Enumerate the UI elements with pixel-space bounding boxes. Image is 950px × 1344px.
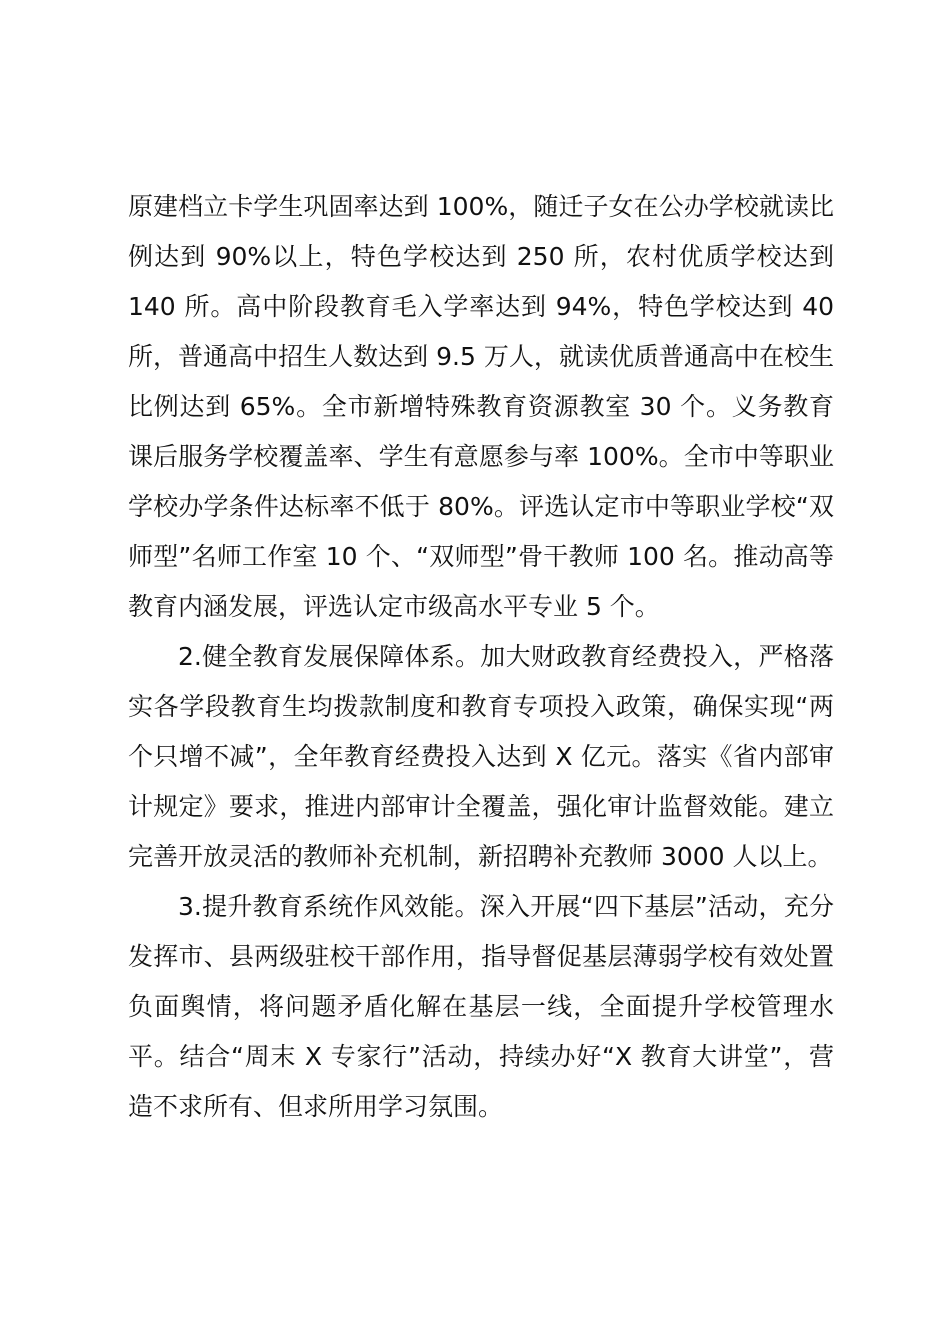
paragraph-continued-targets: 原建档立卡学生巩固率达到 100%，随迁子女在公办学校就读比例达到 90%以上，特色学校达到 250 所，农村优质学校达到 140 所。高中阶段教育毛入学率达到 94%，特色学校达到 40 所，普通高中招生人数达到 9.5 万人，就读优质普通高中在校生比例达到 65%。全市新增特殊教育资源教室 30 个。义务教育课后服务学校覆盖率、学生有意愿参与率 100%。全市中等职业学校办学条件达标率不低于 80%。评选认定市中等职业学校“双师型”名师工作室 10 个、“双师型”骨干教师 100 名。推动高等教育内涵发展，评选认定市级高水平专业 5 个。 (128, 192, 834, 621)
document-body (128, 182, 834, 1132)
paragraph-education-funding: 2.健全教育发展保障体系。加大财政教育经费投入，严格落实各学段教育生均拨款制度和教育专项投入政策，确保实现“两个只增不减”，全年教育经费投入达到 X 亿元。落实《省内部审计规定》要求，推进内部审计全覆盖，强化审计监督效能。建立完善开放灵活的教师补充机制，新招聘补充教师 3000 人以上。 (128, 642, 834, 871)
paragraph-work-style: 3.提升教育系统作风效能。深入开展“四下基层”活动，充分发挥市、县两级驻校干部作用，指导督促基层薄弱学校有效处置负面舆情，将问题矛盾化解在基层一线，全面提升学校管理水平。结合“周末 X 专家行”活动，持续办好“X 教育大讲堂”，营造不求所有、但求所用学习氛围。 (128, 892, 834, 1121)
